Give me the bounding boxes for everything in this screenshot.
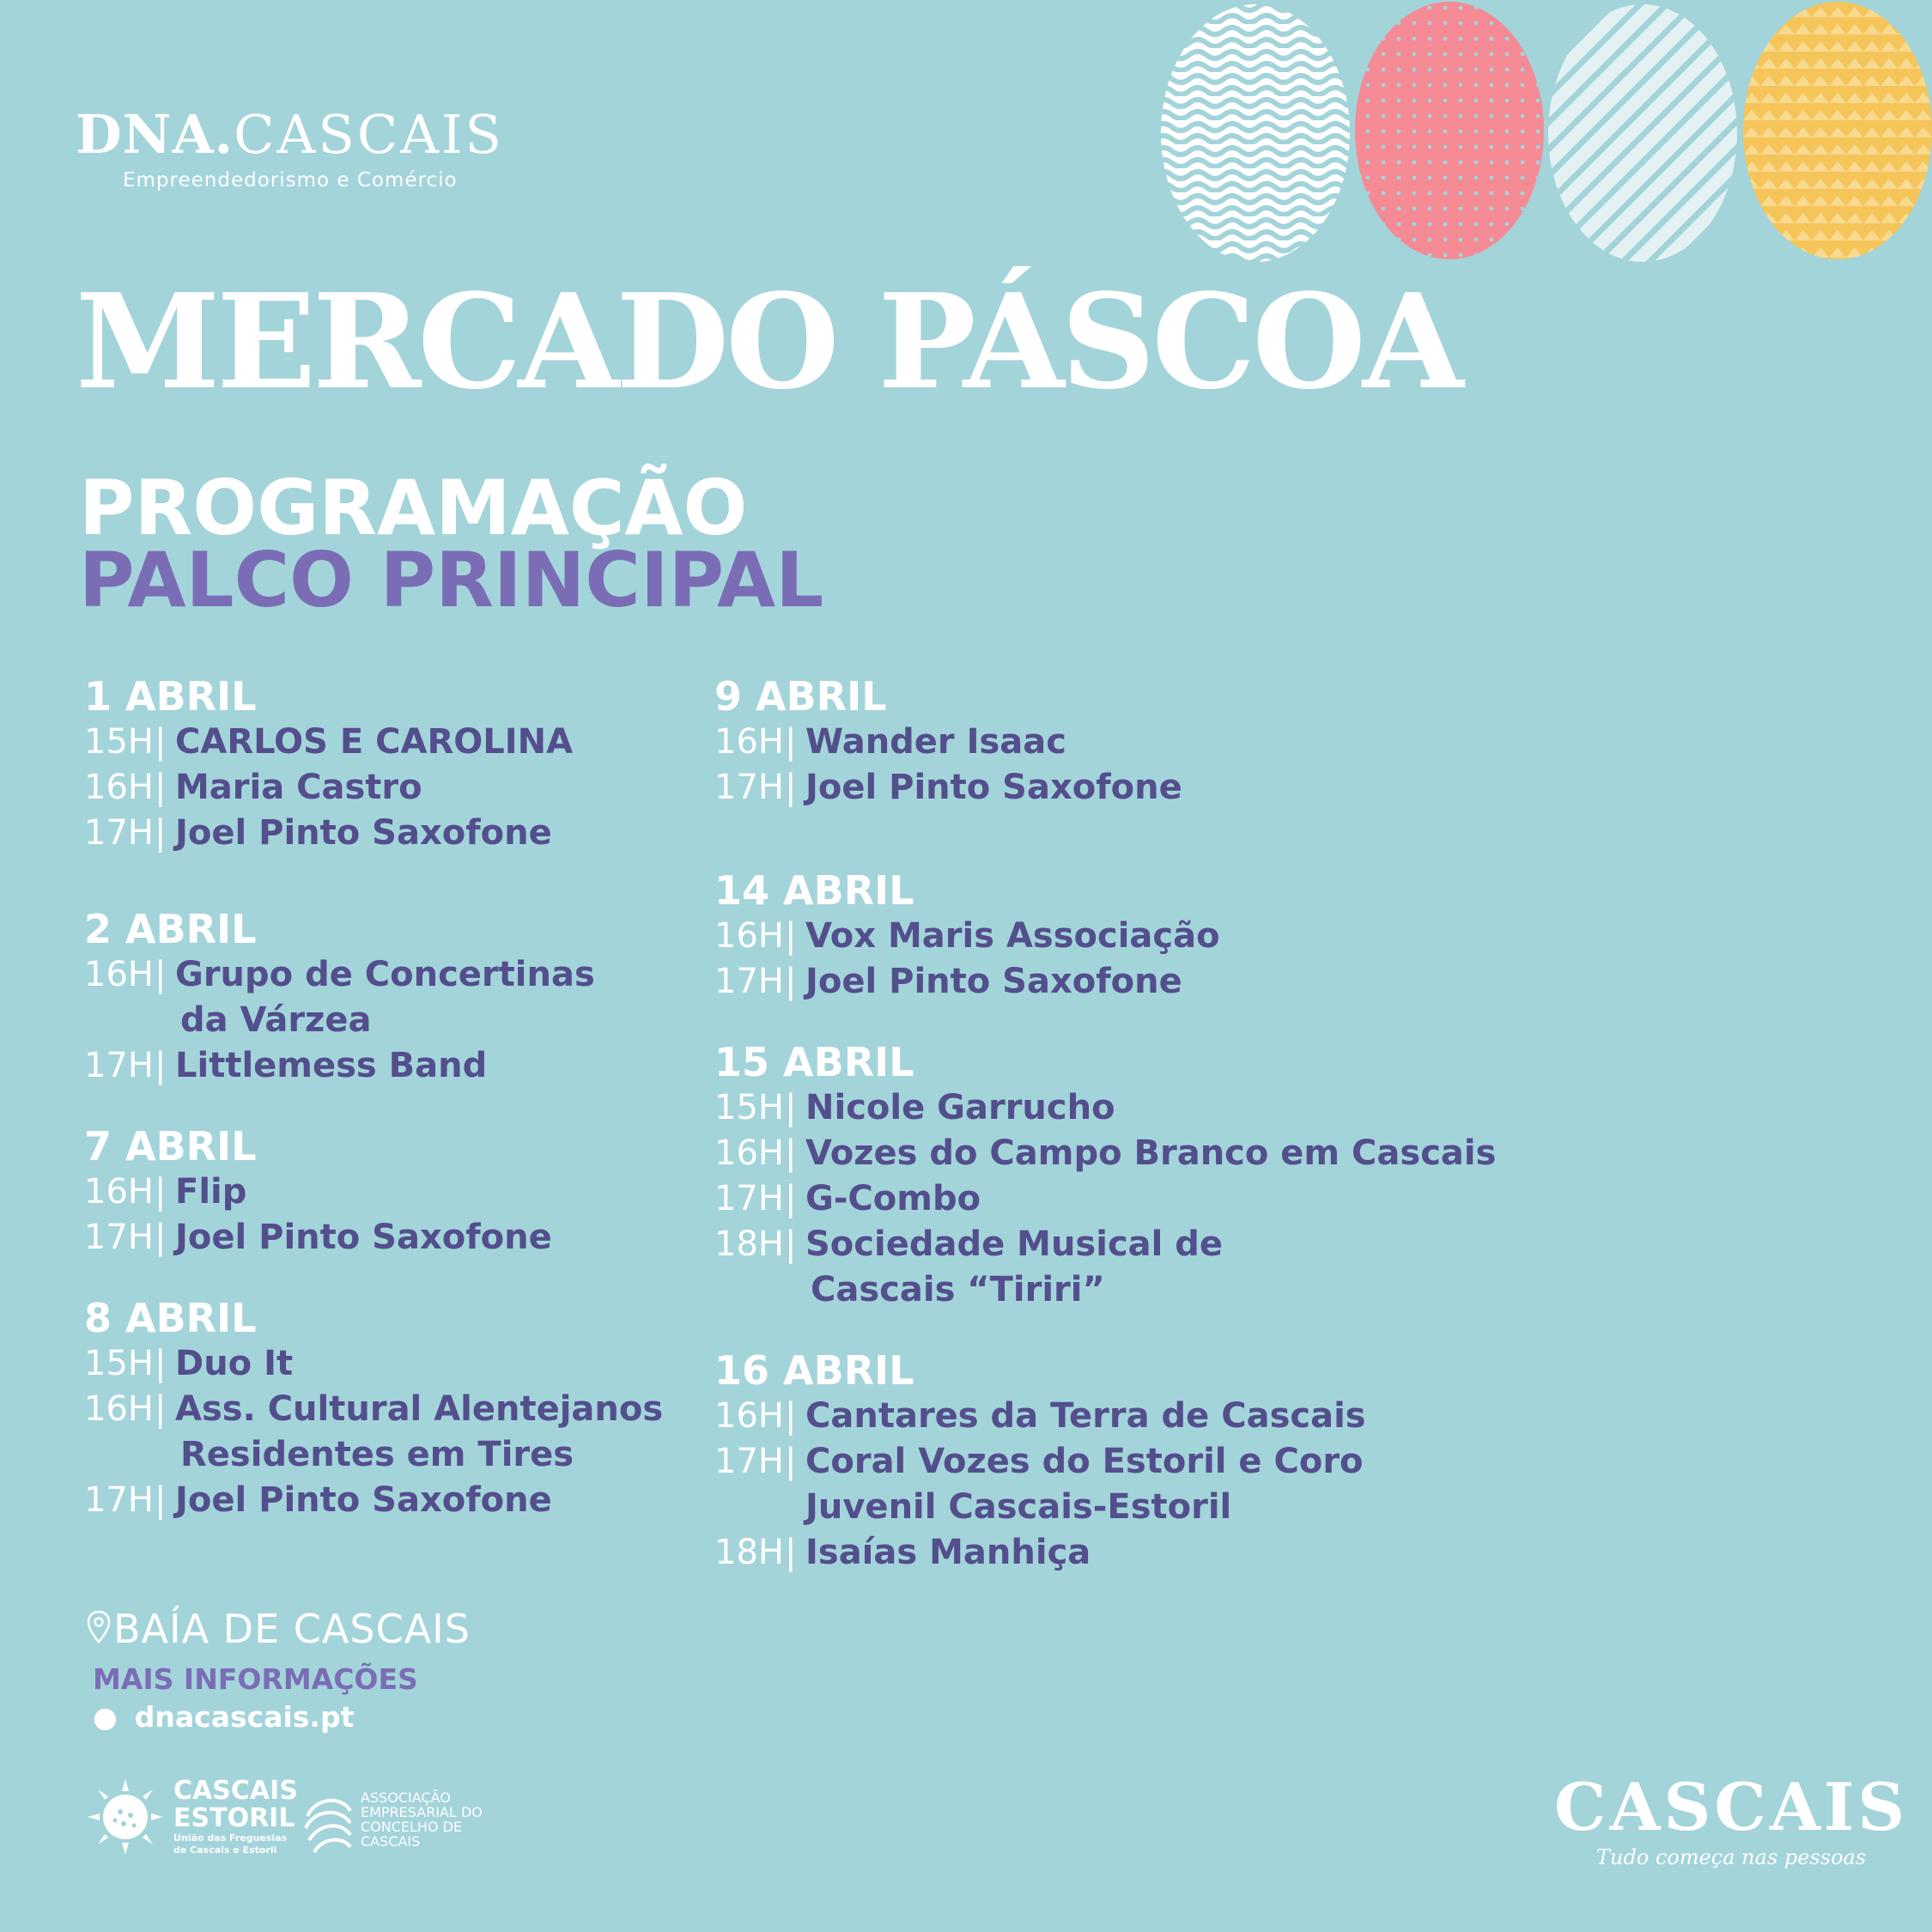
schedule-slot [714,1222,1573,1313]
more-info-label: MAIS INFORMAÇÕES [93,1662,418,1696]
separator: | [155,722,167,762]
schedule-slot [84,1387,702,1478]
slot-act-line-2: Cascais “Tiriri” [811,1270,1105,1309]
estoril-logo-caption-1: União das Freguesias [173,1832,288,1844]
separator: | [785,1088,797,1127]
sun-globe-icon [86,1777,165,1856]
dna-brand-light: CASCAIS [234,103,505,166]
slot-act: Joel Pinto Saxofone [175,813,552,853]
separator: | [785,1533,797,1572]
separator: | [785,1224,797,1264]
separator: | [785,1396,797,1436]
schedule-slot [84,1215,702,1261]
schedule-slot [714,1176,1573,1222]
slot-act: G-Combo [805,1179,981,1218]
separator: | [785,1133,797,1173]
slot-act [175,952,595,1043]
slot-act: Maria Castro [175,768,422,807]
dna-tagline: Empreendedorismo e Comércio [123,169,458,191]
day-block [714,1347,1573,1576]
slot-act-line-1: Coral Vozes do Estoril e Coro [805,1442,1364,1481]
separator: | [155,1480,167,1520]
slot-act [175,1387,663,1478]
aec-logo [301,1790,483,1859]
separator: | [785,768,797,807]
slot-time: 18H [714,1224,784,1264]
day-title: 7 ABRIL [84,1123,257,1170]
slot-time: 17H [714,1179,784,1218]
slot-act: Cantares da Terra de Cascais [805,1396,1366,1436]
dna-cascais-wordmark [76,103,504,166]
separator: | [155,768,167,807]
schedule-slot [84,952,702,1043]
day-title: 9 ABRIL [714,673,887,720]
slot-act-line-2: Residentes em Tires [180,1435,574,1474]
slot-act-line-1: Grupo de Concertinas [175,955,595,994]
separator: | [785,722,797,762]
aec-line-1: ASSOCIAÇÃO [361,1789,451,1806]
egg-triangles [1743,2,1932,259]
slot-act [805,1439,1364,1530]
schedule-slot [84,811,702,856]
day-title: 16 ABRIL [714,1347,914,1394]
separator: | [785,1179,797,1218]
separator: | [155,1389,167,1429]
slot-act: Joel Pinto Saxofone [175,1218,552,1257]
separator: | [155,1218,167,1257]
day-block [84,1295,702,1523]
aec-line-4: CASCAIS [361,1833,421,1850]
slot-act: Vozes do Campo Branco em Cascais [805,1133,1497,1173]
slot-act: Duo It [175,1344,294,1383]
schedule-slot [84,720,702,765]
slot-time: 16H [84,1172,154,1212]
schedule-slot [714,1394,1573,1439]
slot-act-line-1: Sociedade Musical de [805,1224,1224,1264]
day-title: 2 ABRIL [84,906,257,952]
slot-act-line-2: da Várzea [180,1000,372,1040]
schedule-slot [714,959,1573,1005]
dna-brand-bold: DNA. [76,103,234,166]
estoril-logo-line1: CASCAIS [173,1776,298,1806]
estoril-logo-caption-2: de Cascais e Estoril [173,1844,277,1856]
slot-time: 15H [84,1344,154,1383]
schedule-slot [714,1439,1573,1530]
day-title: 1 ABRIL [84,673,257,720]
slot-time: 16H [714,1396,784,1436]
slot-time: 17H [84,1480,154,1520]
schedule-slot [714,914,1573,959]
schedule-slot [714,720,1573,765]
slot-act: Vox Maris Associação [805,916,1220,956]
schedule-slot [84,1478,702,1523]
schedule-slot [714,1530,1573,1576]
day-block [714,673,1573,811]
separator: | [155,955,167,994]
slot-act: Flip [175,1172,247,1212]
slot-time: 16H [714,916,784,956]
slot-time: 18H [714,1533,784,1572]
slot-act: Joel Pinto Saxofone [175,1480,552,1520]
location-text: BAÍA DE CASCAIS [113,1606,471,1652]
slot-act: Littlemess Band [175,1046,488,1085]
website-link[interactable] [93,1700,354,1734]
slot-time: 17H [84,1046,154,1085]
slot-time: 16H [84,955,154,994]
slot-act: Isaías Manhiça [805,1533,1091,1572]
slot-act: Joel Pinto Saxofone [805,768,1182,807]
slot-act-line-1: Ass. Cultural Alentejanos [175,1389,664,1429]
separator: | [155,1046,167,1085]
slot-act [805,1222,1223,1313]
slot-time: 17H [714,768,784,807]
slot-time: 17H [84,813,154,853]
day-block [84,673,702,856]
slot-act: CARLOS E CAROLINA [175,722,574,762]
slot-time: 16H [714,1133,784,1173]
slot-time: 17H [84,1218,154,1257]
day-title: 8 ABRIL [84,1295,257,1341]
website-text[interactable]: dnacascais.pt [134,1700,355,1734]
slot-act: Wander Isaac [805,722,1066,762]
schedule-column-right [714,673,1573,1610]
schedule-column-left [84,673,702,1558]
aec-emblem-icon [301,1790,355,1859]
slot-time: 15H [84,722,154,762]
cascais-municipality-logo [1554,1769,1909,1869]
cascais-logo-wordmark: CASCAIS [1554,1769,1909,1845]
estoril-logo-line2: ESTORIL [173,1803,295,1833]
separator: | [785,916,797,956]
separator: | [155,813,167,853]
slot-time: 16H [84,1389,154,1429]
location-pin-icon [86,1610,112,1644]
separator: | [155,1172,167,1212]
slot-act: Nicole Garrucho [805,1088,1115,1127]
schedule-slot [714,1131,1573,1176]
slot-act-line-2: Juvenil Cascais-Estoril [805,1487,1232,1527]
page-title: MERCADO PÁSCOA [76,264,1461,418]
schedule-slot [84,1341,702,1387]
schedule-slot [714,765,1573,811]
aec-line-3: CONCELHO DE [361,1819,463,1835]
egg-stripes [1548,4,1737,262]
separator: | [785,962,797,1001]
slot-time: 16H [714,722,784,762]
day-title: 15 ABRIL [714,1039,914,1085]
day-block [84,906,702,1089]
schedule-slot [84,1170,702,1215]
palco-principal-heading: PALCO PRINCIPAL [79,536,824,624]
schedule-slot [84,1043,702,1089]
day-block [714,867,1573,1005]
schedule-slot [714,1085,1573,1131]
slot-act: Joel Pinto Saxofone [805,962,1182,1001]
schedule-slot [84,765,702,811]
cascais-logo-slogan: Tudo começa nas pessoas [1596,1845,1867,1869]
cascais-estoril-logo [86,1777,298,1856]
slot-time: 16H [84,768,154,807]
dna-cascais-logo [76,103,504,191]
slot-time: 17H [714,1442,784,1481]
aec-line-2: EMPRESARIAL DO [361,1804,483,1820]
bullet-icon: ● [93,1700,118,1734]
programacao-heading: PROGRAMAÇÃO [79,464,748,552]
separator: | [155,1344,167,1383]
egg-dots [1355,2,1544,259]
slot-time: 15H [714,1088,784,1127]
separator: | [785,1442,797,1481]
location [86,1606,471,1652]
egg-waves [1161,4,1350,262]
easter-eggs-decoration [1159,0,1932,266]
day-block [84,1123,702,1261]
day-title: 14 ABRIL [714,867,914,914]
slot-time: 17H [714,962,784,1001]
day-block [714,1039,1573,1313]
